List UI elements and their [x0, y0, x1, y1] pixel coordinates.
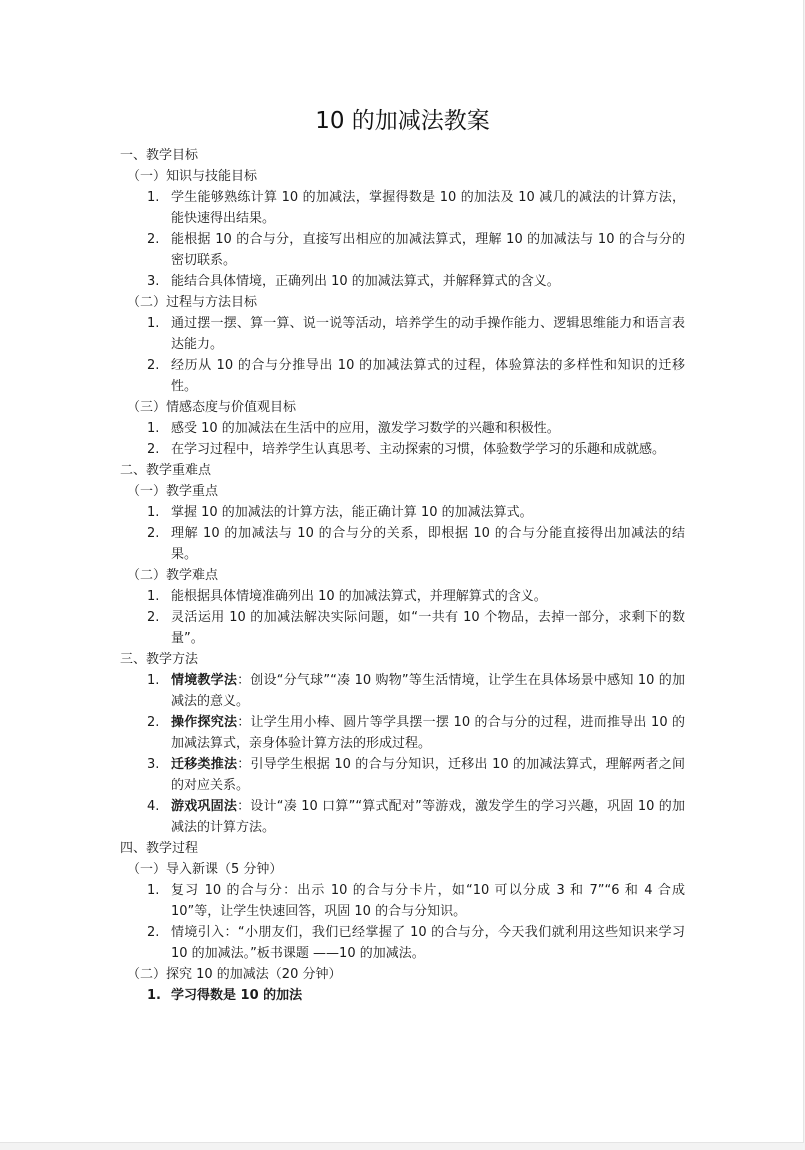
list-text: 能结合具体情境，正确列出 10 的加减法算式，并解释算式的含义。 [171, 274, 560, 289]
list-item [120, 502, 685, 523]
list-item [120, 880, 685, 922]
list-item [120, 922, 685, 964]
list-text: 情境引入：“小朋友们，我们已经掌握了 10 的合与分，今天我们就利用这些知识来学习 10 的加减法。”板书课题 ——10 的加减法。 [171, 925, 685, 961]
list-number: 4. [147, 799, 160, 814]
list-number: 2. [147, 610, 160, 625]
list-number: 1. [147, 988, 161, 1003]
section-heading-objectives: 一、教学目标 [120, 148, 199, 163]
method-name: 操作探究法 [171, 715, 238, 730]
list-number: 2. [147, 925, 160, 940]
list-text: 掌握 10 的加减法的计算方法，能正确计算 10 的加减法算式。 [171, 505, 533, 520]
list-text: 经历从 10 的合与分推导出 10 的加减法算式的过程，体验算法的多样性和知识的迁移性。 [171, 358, 685, 394]
subsection-heading-process: （二）过程与方法目标 [127, 295, 258, 310]
list-number: 1. [147, 589, 160, 604]
list-text: 学习得数是 10 的加法 [171, 988, 303, 1003]
list-item [120, 712, 685, 754]
section-heading-methods: 三、教学方法 [120, 652, 199, 667]
list-text: 感受 10 的加减法在生活中的应用，激发学习数学的兴趣和积极性。 [171, 421, 560, 436]
list-item [120, 313, 685, 355]
subsection-heading-difficulty: （二）教学难点 [127, 568, 219, 583]
document-title: 10 的加减法教案 [315, 108, 490, 134]
list-item [120, 439, 685, 460]
subsection-heading-knowledge: （一）知识与技能目标 [127, 169, 258, 184]
list-number: 3. [147, 274, 160, 289]
list-item [120, 187, 685, 229]
list-item [120, 796, 685, 838]
list-number: 1. [147, 673, 160, 688]
list-number: 2. [147, 232, 160, 247]
subsection-heading-focus: （一）教学重点 [127, 484, 219, 499]
list-number: 1. [147, 505, 160, 520]
list-text: 复习 10 的合与分：出示 10 的合与分卡片，如“10 可以分成 3 和 7”“6 和 4 合成 10”等，让学生快速回答，巩固 10 的合与分知识。 [171, 883, 685, 919]
section-heading-key-points: 二、教学重难点 [120, 463, 212, 478]
list-item [120, 586, 685, 607]
list-number: 2. [147, 715, 160, 730]
list-number: 2. [147, 358, 160, 373]
list-item [120, 985, 685, 1006]
list-item [120, 670, 685, 712]
list-text: 通过摆一摆、算一算、说一说等活动，培养学生的动手操作能力、逻辑思维能力和语言表达能力。 [171, 316, 685, 352]
list-text: 在学习过程中，培养学生认真思考、主动探索的习惯，体验数学学习的乐趣和成就感。 [171, 442, 666, 457]
method-description: ：引导学生根据 10 的合与分知识，迁移出 10 的加减法算式，理解两者之间的对应关系。 [171, 757, 685, 793]
list-text: 学生能够熟练计算 10 的加减法，掌握得数是 10 的加法及 10 减几的减法的计算方法，能快速得出结果。 [171, 190, 685, 226]
list-number: 1. [147, 316, 160, 331]
list-text: 能根据 10 的合与分，直接写出相应的加减法算式，理解 10 的加减法与 10 的合与分的密切联系。 [171, 232, 685, 268]
list-item [120, 607, 685, 649]
method-description: ：创设“分气球”“凑 10 购物”等生活情境，让学生在具体场景中感知 10 的加减法的意义。 [171, 673, 685, 709]
list-item [120, 418, 685, 439]
subsection-heading-explore: （二）探究 10 的加减法（20 分钟） [127, 967, 342, 982]
list-item [120, 754, 685, 796]
method-name: 迁移类推法 [171, 757, 238, 772]
method-description: ：让学生用小棒、圆片等学具摆一摆 10 的合与分的过程，进而推导出 10 的加减法算式，亲身体验计算方法的形成过程。 [171, 715, 685, 751]
list-number: 1. [147, 421, 160, 436]
list-number: 3. [147, 757, 160, 772]
method-description: ：设计“凑 10 口算”“算式配对”等游戏，激发学生的学习兴趣，巩固 10 的加减法的计算方法。 [171, 799, 685, 835]
list-number: 2. [147, 442, 160, 457]
list-item [120, 271, 685, 292]
list-text: 能根据具体情境准确列出 10 的加减法算式，并理解算式的含义。 [171, 589, 547, 604]
subsection-heading-intro: （一）导入新课（5 分钟） [127, 862, 283, 877]
list-item [120, 355, 685, 397]
list-item [120, 229, 685, 271]
list-item [120, 523, 685, 565]
list-text: 灵活运用 10 的加减法解决实际问题，如“一共有 10 个物品，去掉一部分，求剩下的数量”。 [171, 610, 685, 646]
section-heading-process: 四、教学过程 [120, 841, 199, 856]
list-text: 理解 10 的加减法与 10 的合与分的关系，即根据 10 的合与分能直接得出加减法的结果。 [171, 526, 685, 562]
list-number: 1. [147, 883, 160, 898]
document-body [120, 145, 685, 1006]
method-name: 游戏巩固法 [171, 799, 238, 814]
subsection-heading-attitude: （三）情感态度与价值观目标 [127, 400, 297, 415]
list-number: 2. [147, 526, 160, 541]
method-name: 情境教学法 [171, 673, 238, 688]
list-number: 1. [147, 190, 160, 205]
